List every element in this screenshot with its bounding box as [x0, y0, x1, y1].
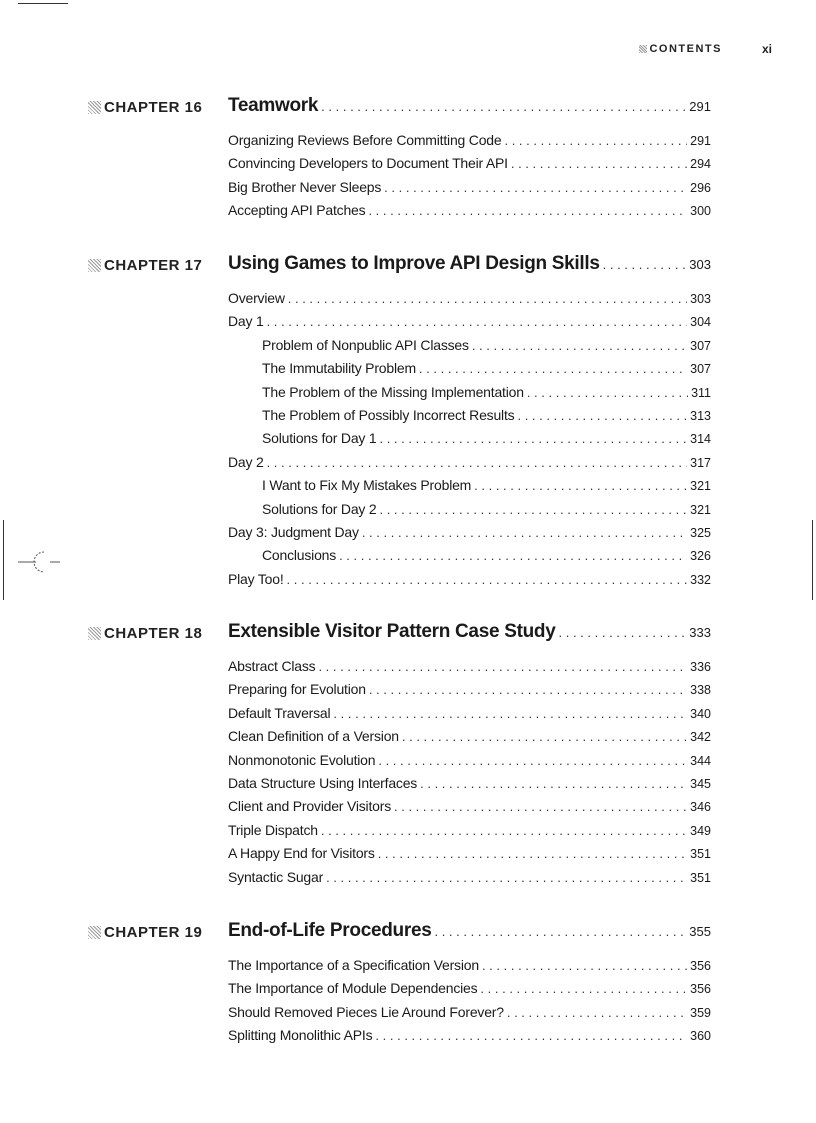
toc-entry[interactable]: [262, 430, 711, 453]
toc-entry[interactable]: [262, 477, 711, 500]
toc-entry[interactable]: [262, 407, 711, 430]
square-bullet-icon: [88, 259, 101, 272]
entry-page-number: 356: [690, 982, 711, 997]
dot-leader: [507, 1005, 687, 1020]
chapter-page-number: 355: [689, 924, 711, 939]
square-bullet-icon: [639, 45, 647, 53]
chapter-heading[interactable]: [0, 920, 816, 948]
entry-page-number: 321: [690, 479, 711, 494]
entry-page-number: 313: [690, 408, 711, 423]
entry-title: Abstract Class: [228, 658, 316, 674]
toc-entry[interactable]: [262, 547, 711, 570]
entry-title: Solutions for Day 1: [262, 430, 377, 447]
entry-page-number: 344: [690, 753, 711, 768]
entry-title: Big Brother Never Sleeps: [228, 178, 382, 195]
dot-leader: [267, 455, 688, 470]
dot-leader: [326, 870, 687, 885]
entry-page-number: 317: [690, 455, 711, 470]
dot-leader: [511, 156, 687, 171]
toc-entry[interactable]: [228, 202, 711, 225]
dot-leader: [419, 361, 687, 376]
entry-title: The Problem of the Missing Implementation: [262, 383, 524, 400]
entry-title: Day 1: [228, 313, 264, 330]
entry-list: [0, 132, 816, 226]
entry-page-number: 351: [690, 847, 711, 862]
entry-title: Data Structure Using Interfaces: [228, 774, 418, 791]
entry-title: Client and Provider Visitors: [228, 798, 391, 815]
entry-title: Nonmonotonic Evolution: [228, 751, 376, 768]
chapter-title: Extensible Visitor Pattern Case Study: [228, 621, 556, 642]
entry-page-number: 307: [690, 338, 711, 353]
entry-title: The Problem of Possibly Incorrect Results: [262, 406, 515, 423]
chapter-heading[interactable]: [0, 253, 816, 281]
toc-entry[interactable]: [262, 360, 711, 383]
chapter-title: Using Games to Improve API Design Skills: [228, 253, 600, 274]
toc-entry[interactable]: [262, 384, 711, 407]
entry-title: The Importance of a Specification Version: [228, 957, 479, 973]
toc-entry[interactable]: [228, 524, 711, 547]
toc-entry[interactable]: [262, 501, 711, 524]
dot-leader: [402, 729, 687, 744]
chapter-label: [88, 257, 202, 274]
toc-entry[interactable]: [228, 1027, 711, 1050]
dot-leader: [472, 338, 687, 353]
dot-leader: [384, 180, 687, 195]
chapter-title-row: [228, 253, 711, 275]
entry-page-number: 338: [690, 683, 711, 698]
entry-title: Organizing Reviews Before Committing Code: [228, 132, 502, 148]
entry-title: Syntactic Sugar: [228, 868, 324, 885]
toc-entry[interactable]: [228, 290, 711, 313]
chapter-number: CHAPTER 17: [104, 257, 203, 274]
toc-entry[interactable]: [228, 681, 711, 704]
dot-leader: [527, 385, 688, 400]
entry-title: Day 3: Judgment Day: [228, 523, 359, 540]
entry-page-number: 304: [690, 315, 711, 330]
dot-leader: [504, 133, 687, 148]
entry-page-number: 291: [690, 134, 711, 148]
entry-title: Solutions for Day 2: [262, 500, 377, 517]
entry-title: I Want to Fix My Mistakes Problem: [262, 477, 472, 494]
dot-leader: [474, 478, 687, 493]
chapter-number: CHAPTER 19: [104, 924, 203, 941]
entry-title: Overview: [228, 290, 285, 306]
entry-page-number: 296: [690, 180, 711, 195]
entry-title: Day 2: [228, 453, 264, 470]
dot-leader: [559, 625, 687, 640]
entry-title: The Importance of Module Dependencies: [228, 980, 478, 997]
dot-leader: [267, 314, 688, 329]
entry-title: Clean Definition of a Version: [228, 728, 399, 745]
chapter-page-number: 303: [689, 257, 711, 272]
entry-page-number: 326: [690, 549, 711, 564]
toc-entry[interactable]: [228, 454, 711, 477]
chapter-label: [88, 924, 202, 941]
toc-entry[interactable]: [228, 705, 711, 728]
entry-page-number: 325: [690, 525, 711, 540]
dot-leader: [517, 408, 687, 423]
chapter-title-row: [228, 920, 711, 942]
toc-entry[interactable]: [228, 658, 711, 681]
dot-leader: [333, 706, 687, 721]
dot-leader: [368, 203, 687, 218]
entry-list: [0, 957, 816, 1051]
toc-entry[interactable]: [228, 132, 711, 155]
toc-entry[interactable]: [228, 957, 711, 980]
dot-leader: [321, 823, 687, 838]
entry-page-number: 356: [690, 959, 711, 973]
entry-page-number: 359: [690, 1005, 711, 1020]
entry-title: The Immutability Problem: [262, 360, 416, 377]
toc-entry[interactable]: [228, 179, 711, 202]
entry-title: Should Removed Pieces Lie Around Forever?: [228, 1003, 504, 1020]
entry-title: Problem of Nonpublic API Classes: [262, 336, 469, 353]
entry-title: Splitting Monolithic APIs: [228, 1027, 373, 1044]
square-bullet-icon: [88, 101, 101, 114]
dot-leader: [369, 682, 687, 697]
toc-entry[interactable]: [228, 822, 711, 845]
chapter-section: [0, 95, 816, 226]
entry-title: Accepting API Patches: [228, 202, 366, 219]
entry-list: [0, 290, 816, 594]
entry-page-number: 336: [690, 660, 711, 674]
entry-page-number: 346: [690, 800, 711, 815]
crop-mark-top: [18, 3, 68, 4]
toc-entry[interactable]: [228, 798, 711, 821]
dot-leader: [288, 291, 687, 306]
entry-page-number: 351: [690, 870, 711, 885]
entry-page-number: 349: [690, 823, 711, 838]
entry-page-number: 314: [690, 432, 711, 447]
entry-page-number: 294: [690, 157, 711, 172]
chapter-label: [88, 99, 202, 116]
dot-leader: [375, 1028, 687, 1043]
entry-title: A Happy End for Visitors: [228, 845, 375, 862]
entry-title: Play Too!: [228, 570, 284, 587]
running-head: [639, 42, 772, 56]
dot-leader: [480, 981, 687, 996]
dot-leader: [362, 525, 687, 540]
toc-entry[interactable]: [228, 571, 711, 594]
dot-leader: [420, 776, 687, 791]
page-number: xi: [761, 42, 772, 56]
dot-leader: [287, 572, 688, 587]
entry-list: [0, 658, 816, 892]
entry-title: Conclusions: [262, 547, 337, 564]
square-bullet-icon: [88, 627, 101, 640]
chapter-title-row: [228, 621, 711, 643]
entry-title: Convincing Developers to Document Their API: [228, 155, 508, 172]
chapter-heading[interactable]: [0, 621, 816, 649]
dot-leader: [378, 846, 687, 861]
square-bullet-icon: [88, 926, 101, 939]
toc-entry[interactable]: [228, 775, 711, 798]
toc-entry[interactable]: [228, 980, 711, 1003]
chapter-number: CHAPTER 18: [104, 625, 203, 642]
chapter-number: CHAPTER 16: [104, 99, 203, 116]
entry-page-number: 340: [690, 706, 711, 721]
dot-leader: [482, 958, 687, 973]
dot-leader: [378, 753, 687, 768]
toc-entry[interactable]: [228, 1004, 711, 1027]
chapter-label: [88, 625, 202, 642]
chapter-title-row: [228, 95, 711, 117]
entry-page-number: 311: [691, 385, 711, 400]
toc-entry[interactable]: [228, 752, 711, 775]
entry-title: Preparing for Evolution: [228, 681, 366, 698]
entry-page-number: 307: [690, 362, 711, 377]
running-head-label: CONTENTS: [649, 43, 722, 55]
chapter-page-number: 291: [689, 99, 711, 114]
dot-leader: [321, 99, 686, 114]
entry-page-number: 332: [690, 572, 711, 587]
entry-title: Default Traversal: [228, 704, 331, 721]
dot-leader: [379, 502, 687, 517]
dot-leader: [394, 799, 687, 814]
dot-leader: [339, 548, 687, 563]
entry-page-number: 300: [690, 204, 711, 219]
toc-entry[interactable]: [228, 728, 711, 751]
toc-entry[interactable]: [228, 869, 711, 892]
chapter-title: End-of-Life Procedures: [228, 920, 432, 941]
dot-leader: [318, 659, 687, 674]
dot-leader: [434, 924, 686, 939]
chapter-section: [0, 920, 816, 1051]
dot-leader: [603, 257, 687, 272]
chapter-title: Teamwork: [228, 95, 319, 116]
toc-entry[interactable]: [228, 313, 711, 336]
entry-page-number: 360: [690, 1029, 711, 1044]
chapter-heading[interactable]: [0, 95, 816, 123]
chapter-section: [0, 253, 816, 594]
chapter-section: [0, 621, 816, 892]
toc-entry[interactable]: [228, 845, 711, 868]
entry-page-number: 321: [690, 502, 711, 517]
entry-page-number: 345: [690, 776, 711, 791]
entry-page-number: 303: [690, 292, 711, 306]
entry-page-number: 342: [690, 730, 711, 745]
entry-title: Triple Dispatch: [228, 821, 318, 838]
chapter-page-number: 333: [689, 625, 711, 640]
dot-leader: [379, 431, 687, 446]
toc-entry[interactable]: [228, 155, 711, 178]
toc-entry[interactable]: [262, 337, 711, 360]
